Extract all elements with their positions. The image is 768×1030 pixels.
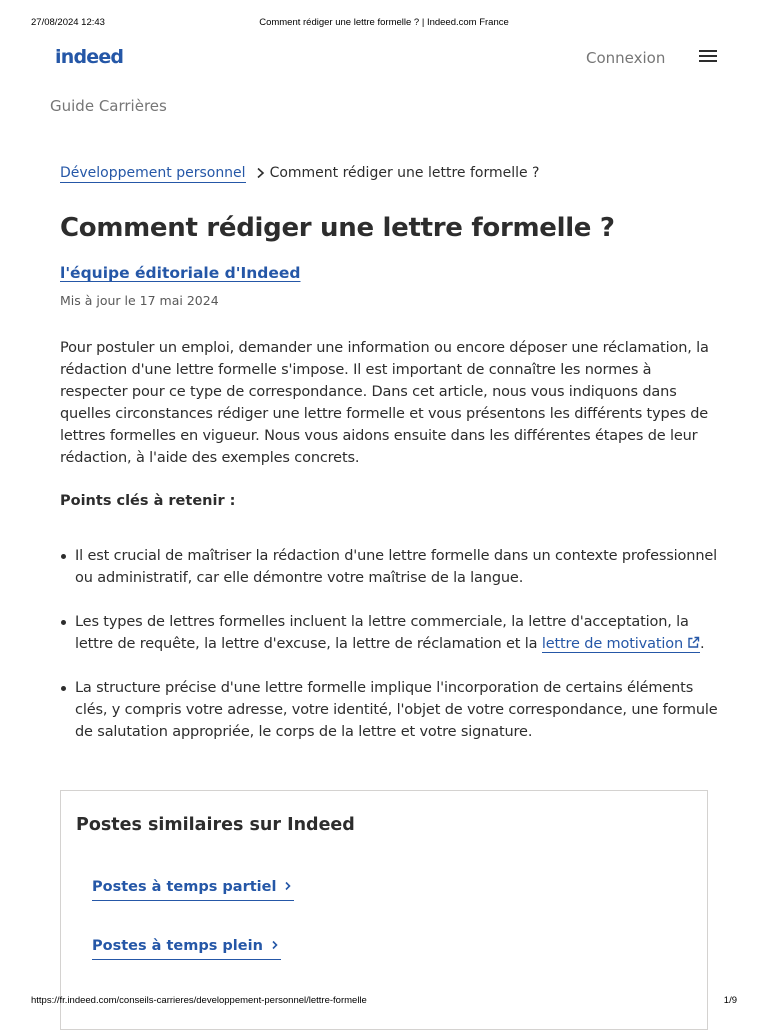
logo-text: indeed (55, 46, 124, 68)
job-link-label: Postes à temps plein (92, 938, 263, 954)
cover-letter-link-label: lettre de motivation (541, 636, 684, 652)
login-link[interactable]: Connexion (586, 49, 666, 67)
part-time-jobs-link[interactable] (92, 877, 294, 901)
print-url: https://fr.indeed.com/conseils-carrieres/developpement-personnel/lettre-formelle (31, 995, 367, 1006)
bullet-text-end: . (700, 636, 705, 652)
page-indicator: 1/9 (723, 995, 737, 1006)
bullet-text: Les types de lettres formelles incluent la lettre commerciale, la lettre d'acceptation, la lettre de requête, la lettre d'excuse, la lettre de réclamation et la (75, 614, 689, 652)
chevron-right-icon (271, 940, 279, 950)
author-link[interactable]: l'équipe éditoriale d'Indeed (60, 264, 301, 282)
intro-paragraph: Pour postuler un emploi, demander une information ou encore déposer une réclamation, la rédaction d'une lettre formelle s'impose. Il est important de connaître les normes à respecter pour ce type de correspondance. Dans cet article, nous vous indiquons dans quelles circonstances rédiger une lettre formelle et vous présentons les différents types de lettres formelles en vigueur. Nous vous aidons ensuite dans les différentes étapes de leur rédaction, à l'aide des exemples concrets. (60, 340, 709, 466)
full-time-jobs-link[interactable] (92, 936, 281, 960)
key-points-heading: Points clés à retenir : (60, 493, 236, 509)
list-item (60, 545, 720, 589)
similar-jobs-panel (60, 790, 708, 1030)
bullet-text: Il est crucial de maîtriser la rédaction d'une lettre formelle dans un contexte professionnel ou administratif, car elle démontre votre maîtrise de la langue. (75, 548, 718, 586)
hamburger-menu-icon[interactable] (699, 50, 717, 64)
section-label-guide[interactable]: Guide Carrières (50, 97, 167, 115)
chevron-right-icon (256, 167, 266, 179)
key-points-list (60, 545, 720, 765)
chevron-right-icon (284, 881, 292, 891)
job-link-label: Postes à temps partiel (92, 879, 277, 895)
list-item (60, 677, 720, 743)
external-link-icon (687, 636, 700, 649)
cover-letter-link[interactable] (542, 636, 700, 653)
bullet-text: La structure précise d'une lettre formelle implique l'incorporation de certains éléments clés, y compris votre adresse, votre identité, l'objet de votre correspondance, une formule de salutation appropriée, le corps de la lettre et votre signature. (75, 680, 718, 740)
breadcrumb-parent-link[interactable]: Développement personnel (60, 165, 246, 181)
indeed-logo[interactable] (55, 44, 123, 70)
breadcrumb-current: Comment rédiger une lettre formelle ? (269, 165, 540, 181)
print-footer (31, 995, 737, 1009)
print-header (31, 17, 737, 31)
updated-date: Mis à jour le 17 mai 2024 (60, 293, 219, 308)
page-title: Comment rédiger une lettre formelle ? (60, 213, 615, 243)
print-page-title: Comment rédiger une lettre formelle ? | Indeed.com France (259, 17, 509, 28)
similar-jobs-title: Postes similaires sur Indeed (76, 815, 355, 835)
list-item (60, 611, 720, 655)
breadcrumb (60, 163, 539, 183)
print-datetime: 27/08/2024 12:43 (31, 17, 105, 28)
